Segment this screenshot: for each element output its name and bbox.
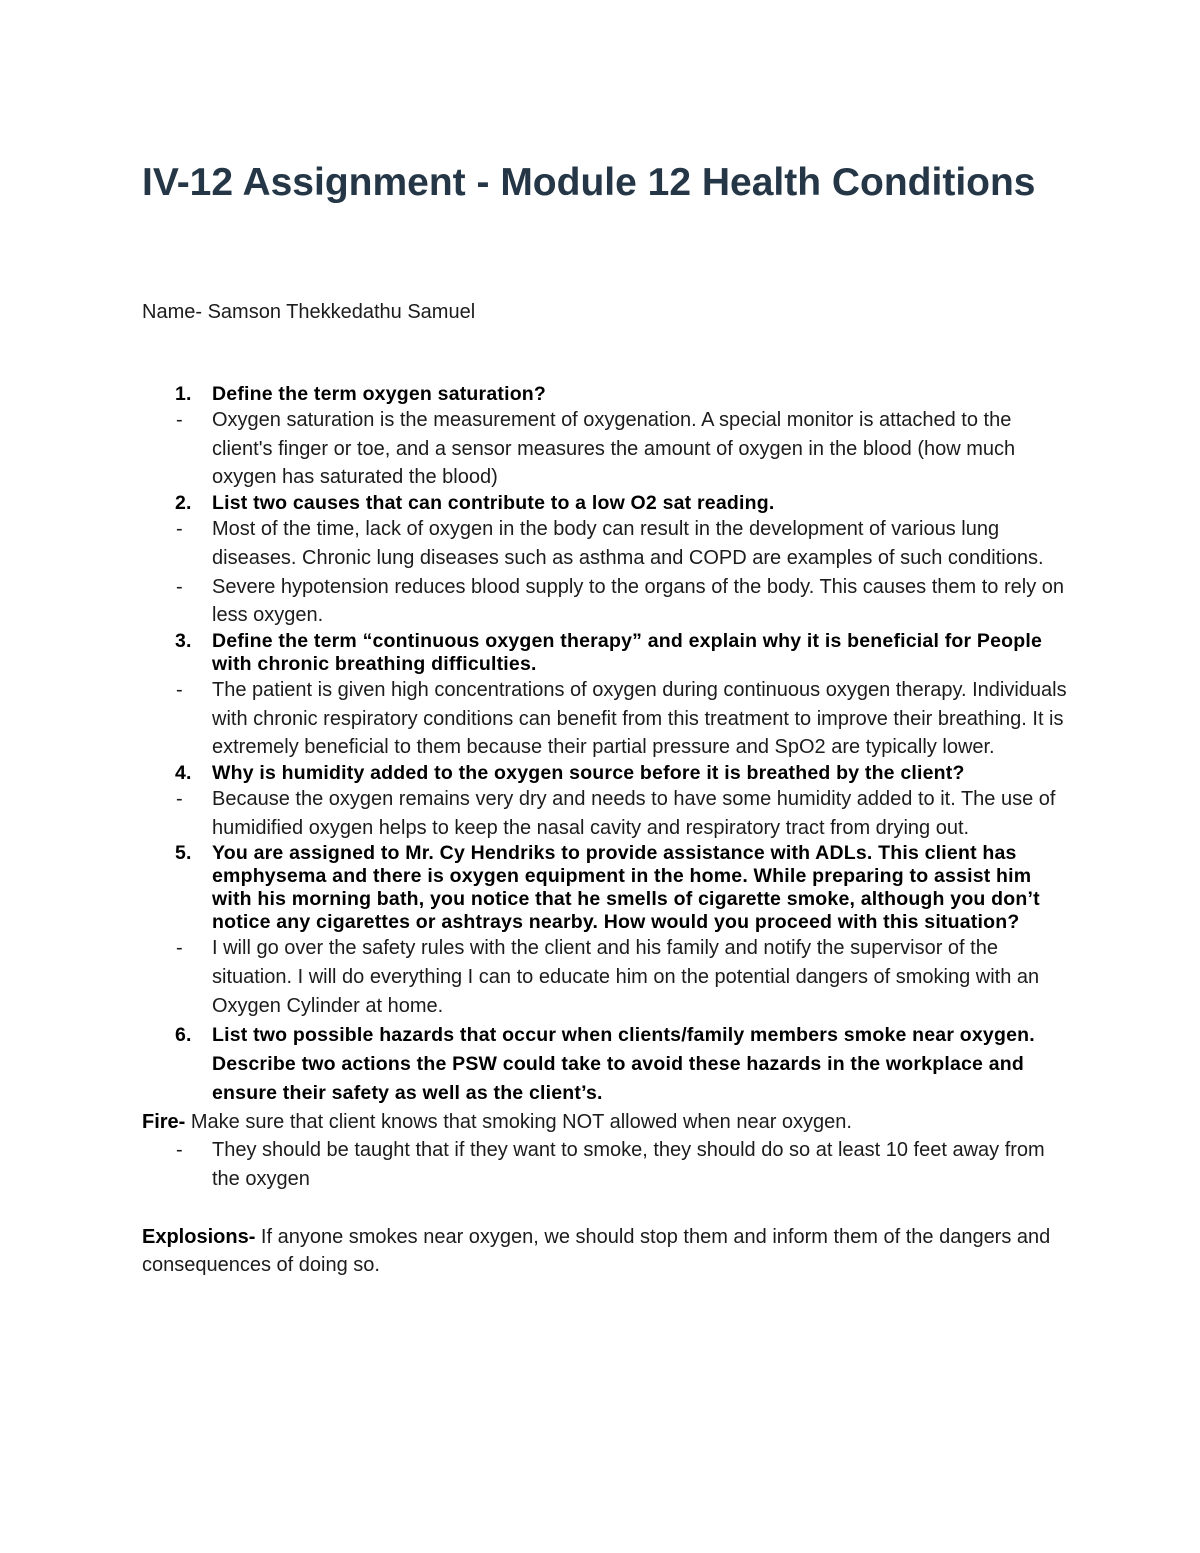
question-text: List two causes that can contribute to a low O2 sat reading.: [212, 492, 775, 515]
list-dash: -: [176, 678, 183, 701]
question-6: [142, 1021, 1072, 1108]
answer-text: Most of the time, lack of oxygen in the body can result in the development of various lung diseases. Chronic lung diseases such as asthma and COPD are examples of such conditions.: [212, 518, 1044, 569]
answer-5-1: [142, 934, 1072, 1020]
hazard-fire: [142, 1108, 1072, 1137]
list-dash: -: [176, 409, 183, 431]
question-number: 6.: [175, 1023, 192, 1046]
document-title: IV-12 Assignment - Module 12 Health Conditions: [142, 161, 1036, 204]
hazard-text: If anyone smokes near oxygen, we should stop them and inform them of the dangers and consequences of doing so.: [142, 1225, 1051, 1277]
list-dash: -: [176, 937, 183, 960]
answer-text: The patient is given high concentrations of oxygen during continuous oxygen therapy. Individuals with chronic respiratory conditions can benefit from this treatment to improve their breathing. It is extremely beneficial to them because their partial pressure and SpO2 are typically lower.: [212, 678, 1067, 759]
answer-text: Oxygen saturation is the measurement of oxygenation. A special monitor is attached to the client's finger or toe, and a sensor measures the amount of oxygen in the blood (how much oxygen has saturated the blood): [212, 409, 1016, 489]
questions-list: [142, 383, 1072, 1280]
list-dash: -: [176, 518, 183, 541]
question-text: Define the term “continuous oxygen therapy” and explain why it is beneficial for People with chronic breathing difficulties.: [212, 629, 1043, 675]
question-3: [142, 630, 1072, 676]
question-number: 5.: [175, 842, 192, 865]
answer-2-2: [142, 573, 1072, 630]
hazard-text: Make sure that client knows that smoking NOT allowed when near oxygen.: [185, 1110, 852, 1133]
list-dash: -: [176, 788, 183, 811]
question-5: [142, 842, 1072, 934]
question-text: List two possible hazards that occur when clients/family members smoke near oxygen. Describe two actions the PSW could take to avoid these hazards in the workplace and ensure their safety as well as the client’s.: [212, 1023, 1035, 1104]
paragraph-spacer: [142, 1194, 1072, 1223]
answer-4-1: [142, 785, 1072, 842]
question-text: Define the term oxygen saturation?: [212, 383, 547, 405]
question-4: [142, 762, 1072, 785]
hazard-fire-bullet: [142, 1136, 1072, 1193]
answer-1-1: [142, 406, 1072, 492]
hazard-explosions: [142, 1223, 1072, 1280]
student-name: Name- Samson Thekkedathu Samuel: [142, 301, 476, 323]
question-number: 3.: [175, 629, 192, 652]
answer-text: I will go over the safety rules with the client and his family and notify the supervisor of the situation. I will do everything I can to educate him on the potential dangers of smoking with an Oxygen Cylinder at home.: [212, 937, 1040, 1017]
question-text: Why is humidity added to the oxygen source before it is breathed by the client?: [212, 762, 965, 785]
question-1: [142, 383, 1072, 406]
hazard-label: Fire-: [142, 1110, 186, 1133]
question-number: 1.: [175, 383, 192, 405]
question-number: 4.: [175, 762, 192, 785]
answer-text: Because the oxygen remains very dry and needs to have some humidity added to it. The use of humidified oxygen helps to keep the nasal cavity and respiratory tract from drying out.: [212, 788, 1056, 839]
answer-3-1: [142, 676, 1072, 762]
answer-2-1: [142, 515, 1072, 572]
question-number: 2.: [175, 492, 192, 515]
list-dash: -: [176, 575, 183, 598]
hazard-bullet-text: They should be taught that if they want to smoke, they should do so at least 10 feet away from the oxygen: [212, 1139, 1045, 1190]
question-text: You are assigned to Mr. Cy Hendriks to provide assistance with ADLs. This client has emphysema and there is oxygen equipment in the home. While preparing to assist him with his morning bath, you notice that he smells of cigarette smoke, although you don’t notice any cigarettes or ashtrays nearby. How would you proceed with this situation?: [212, 842, 1040, 934]
answer-text: Severe hypotension reduces blood supply to the organs of the body. This causes them to rely on less oxygen.: [212, 575, 1065, 627]
hazard-label: Explosions-: [142, 1225, 256, 1248]
question-2: [142, 492, 1072, 515]
list-dash: -: [176, 1139, 183, 1162]
